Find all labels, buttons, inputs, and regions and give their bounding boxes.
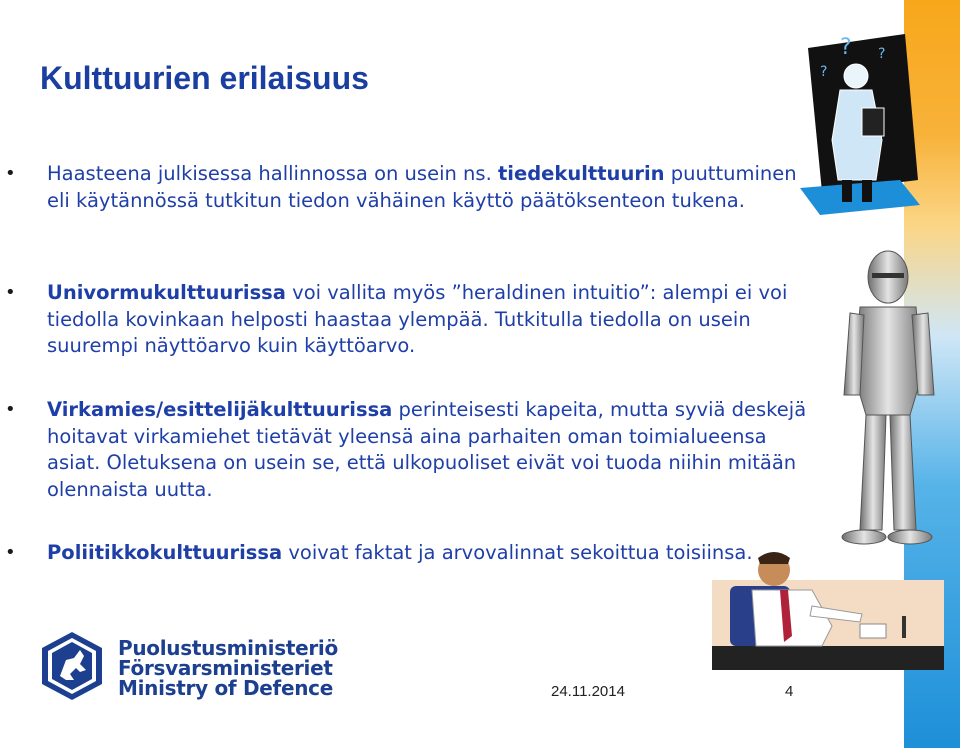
logo-text-swedish: Försvarsministeriet	[118, 656, 333, 680]
svg-text:?: ?	[878, 46, 886, 62]
knight-armor-clipart	[830, 245, 942, 550]
bullet-4-bold: Poliitikkokulttuurissa	[47, 541, 283, 564]
footer-date: 24.11.2014	[551, 683, 625, 700]
slide-title: Kulttuurien erilaisuus	[40, 60, 369, 96]
bullet-item-3	[5, 397, 807, 503]
bullet-4-post: voivat faktat ja arvovalinnat sekoittua toisiinsa.	[282, 541, 753, 564]
bullet-dot: •	[5, 163, 16, 184]
bullet-item-2	[5, 280, 807, 360]
bullet-item-4	[5, 540, 757, 567]
bullet-2-post: voi vallita myös ”heraldinen intuitio”: alempi ei voi tiedolla kovinkaan helposti haastaa ylempää. Tutkitulla tiedolla on usein suurempi näyttöarvo kuin käyttöarvo.	[47, 281, 788, 357]
bullet-2-bold: Univormukulttuurissa	[47, 281, 286, 304]
bullet-1-post: puuttuminen eli käytännössä tutkitun tiedon vähäinen käyttö päätöksenteon tukena.	[47, 162, 797, 212]
bullet-1-bold: tiedekulttuurin	[497, 162, 665, 185]
svg-text:?: ?	[840, 35, 852, 60]
bullet-3-bold: Virkamies/esittelijäkulttuurissa	[47, 398, 393, 421]
footer-page-number: 4	[785, 683, 794, 700]
svg-text:?: ?	[820, 64, 828, 80]
bullet-item-1	[5, 161, 807, 214]
bullet-3-post: perinteisesti kapeita, mutta syviä deskejä hoitavat virkamiehet tietävät yleensä aina parhaiten oman toimialueensa asiat. Oletuksena on usein se, että ulkopuoliset eivät voi tuoda niihin mitään olennaista uutta.	[47, 398, 807, 501]
lion-shield-emblem	[40, 630, 104, 702]
bullet-1-pre: Haasteena julkisessa hallinnossa on usein ns.	[47, 162, 498, 185]
bullet-dot: •	[5, 282, 16, 303]
logo-text-english: Ministry of Defence	[118, 676, 333, 700]
businessman-phone-clipart	[712, 546, 944, 670]
bullet-dot: •	[5, 399, 16, 420]
logo-text-finnish: Puolustusministeriö	[118, 636, 338, 660]
bullet-dot: •	[5, 542, 16, 563]
scientist-clipart	[800, 30, 920, 220]
